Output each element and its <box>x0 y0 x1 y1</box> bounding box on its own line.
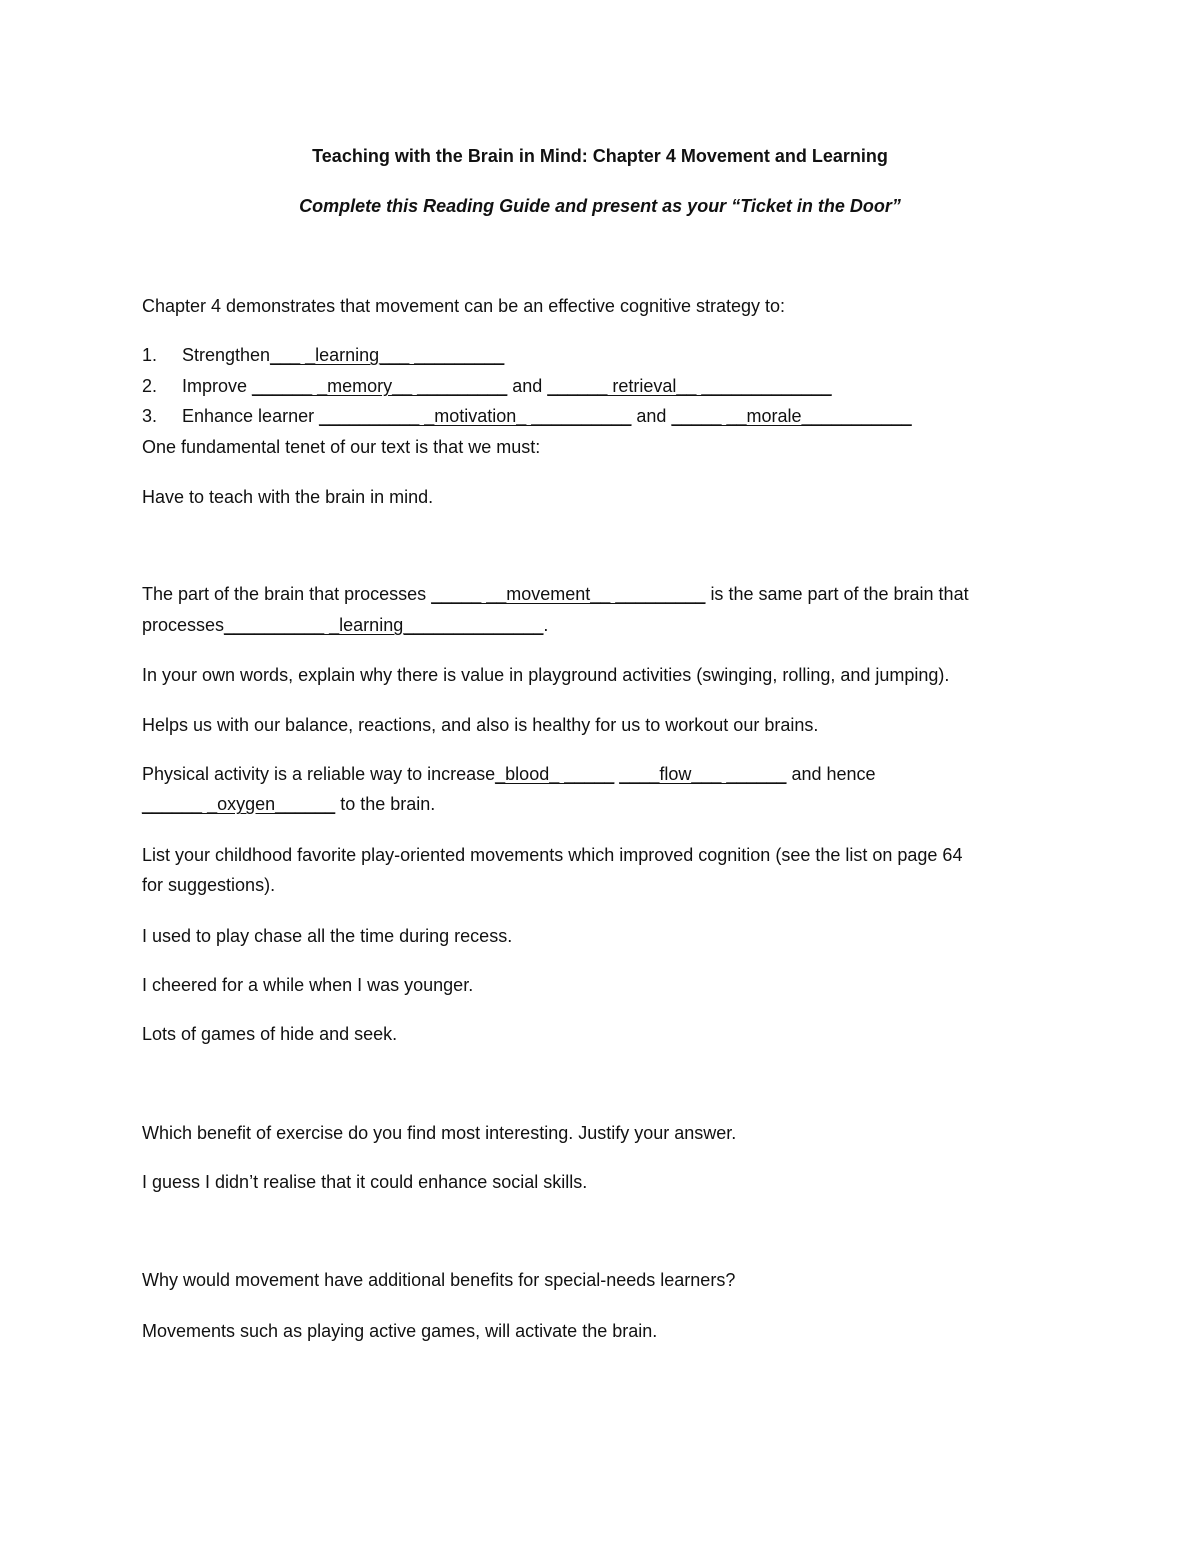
page-subtitle: Complete this Reading Guide and present as your “Ticket in the Door” <box>299 196 901 216</box>
question-text: to the brain. <box>340 794 436 814</box>
question-text: processes <box>142 615 225 635</box>
childhood-prompt-line-1: List your childhood favorite play-oriented movements which improved cognition (see the list on page 64 <box>142 845 963 865</box>
answer-blank: _blood_ _____ <box>495 764 615 784</box>
question-text: The part of the brain that processes <box>142 584 427 604</box>
special-prompt: Why would movement have additional benefits for special-needs learners? <box>142 1270 736 1290</box>
playground-answer: Helps us with our balance, reactions, and also is healthy for us to workout our brains. <box>142 715 819 735</box>
intro-text: Chapter 4 demonstrates that movement can be an effective cognitive strategy to: <box>142 296 786 316</box>
item-number: 3. <box>142 406 158 426</box>
answer-blank: ______ retrieval__ _____________ <box>547 376 832 396</box>
item-number: 2. <box>142 376 158 396</box>
tenet-answer: Have to teach with the brain in mind. <box>142 487 434 507</box>
childhood-answer: I cheered for a while when I was younger. <box>142 975 474 995</box>
item-label: Improve <box>182 376 248 396</box>
answer-blank: _____ __movement__ _________ <box>431 584 706 604</box>
strategy-item-3 <box>142 404 912 428</box>
benefit-answer: I guess I didn’t realise that it could enhance social skills. <box>142 1172 588 1192</box>
answer-blank: __________ _learning______________ <box>224 615 544 635</box>
answer-blank: ____flow___ ______ <box>619 764 787 784</box>
benefit-prompt: Which benefit of exercise do you find most interesting. Justify your answer. <box>142 1123 737 1143</box>
physical-line-1 <box>142 762 876 786</box>
brain-part-line-1 <box>142 582 969 606</box>
childhood-answer: Lots of games of hide and seek. <box>142 1024 398 1044</box>
answer-blank: ______ _memory__ _________ <box>252 376 508 396</box>
answer-blank: ___ _learning___ _________ <box>270 345 505 365</box>
answer-blank: __________ _motivation_ __________ <box>319 406 632 426</box>
question-text: is the same part of the brain that <box>710 584 969 604</box>
page-title: Teaching with the Brain in Mind: Chapter 4 Movement and Learning <box>312 146 888 166</box>
playground-prompt: In your own words, explain why there is value in playground activities (swinging, rolling, and jumping). <box>142 665 950 685</box>
item-number: 1. <box>142 345 158 365</box>
physical-line-2 <box>142 792 435 816</box>
item-label: Strengthen <box>182 345 271 365</box>
joiner-text: and <box>512 376 543 396</box>
strategy-item-1 <box>142 343 504 367</box>
answer-blank: _____ __morale___________ <box>671 406 912 426</box>
childhood-prompt-line-2: for suggestions). <box>142 875 276 895</box>
childhood-answer: I used to play chase all the time during recess. <box>142 926 513 946</box>
item-label: Enhance learner <box>182 406 315 426</box>
brain-part-line-2 <box>142 613 548 637</box>
joiner-text: and <box>636 406 667 426</box>
period: . <box>543 615 549 635</box>
tenet-prompt: One fundamental tenet of our text is that we must: <box>142 437 541 457</box>
answer-blank: ______ _oxygen______ <box>142 794 336 814</box>
question-text: Physical activity is a reliable way to increase <box>142 764 496 784</box>
question-text: and hence <box>791 764 876 784</box>
strategy-item-2 <box>142 374 832 398</box>
special-answer: Movements such as playing active games, will activate the brain. <box>142 1321 658 1341</box>
